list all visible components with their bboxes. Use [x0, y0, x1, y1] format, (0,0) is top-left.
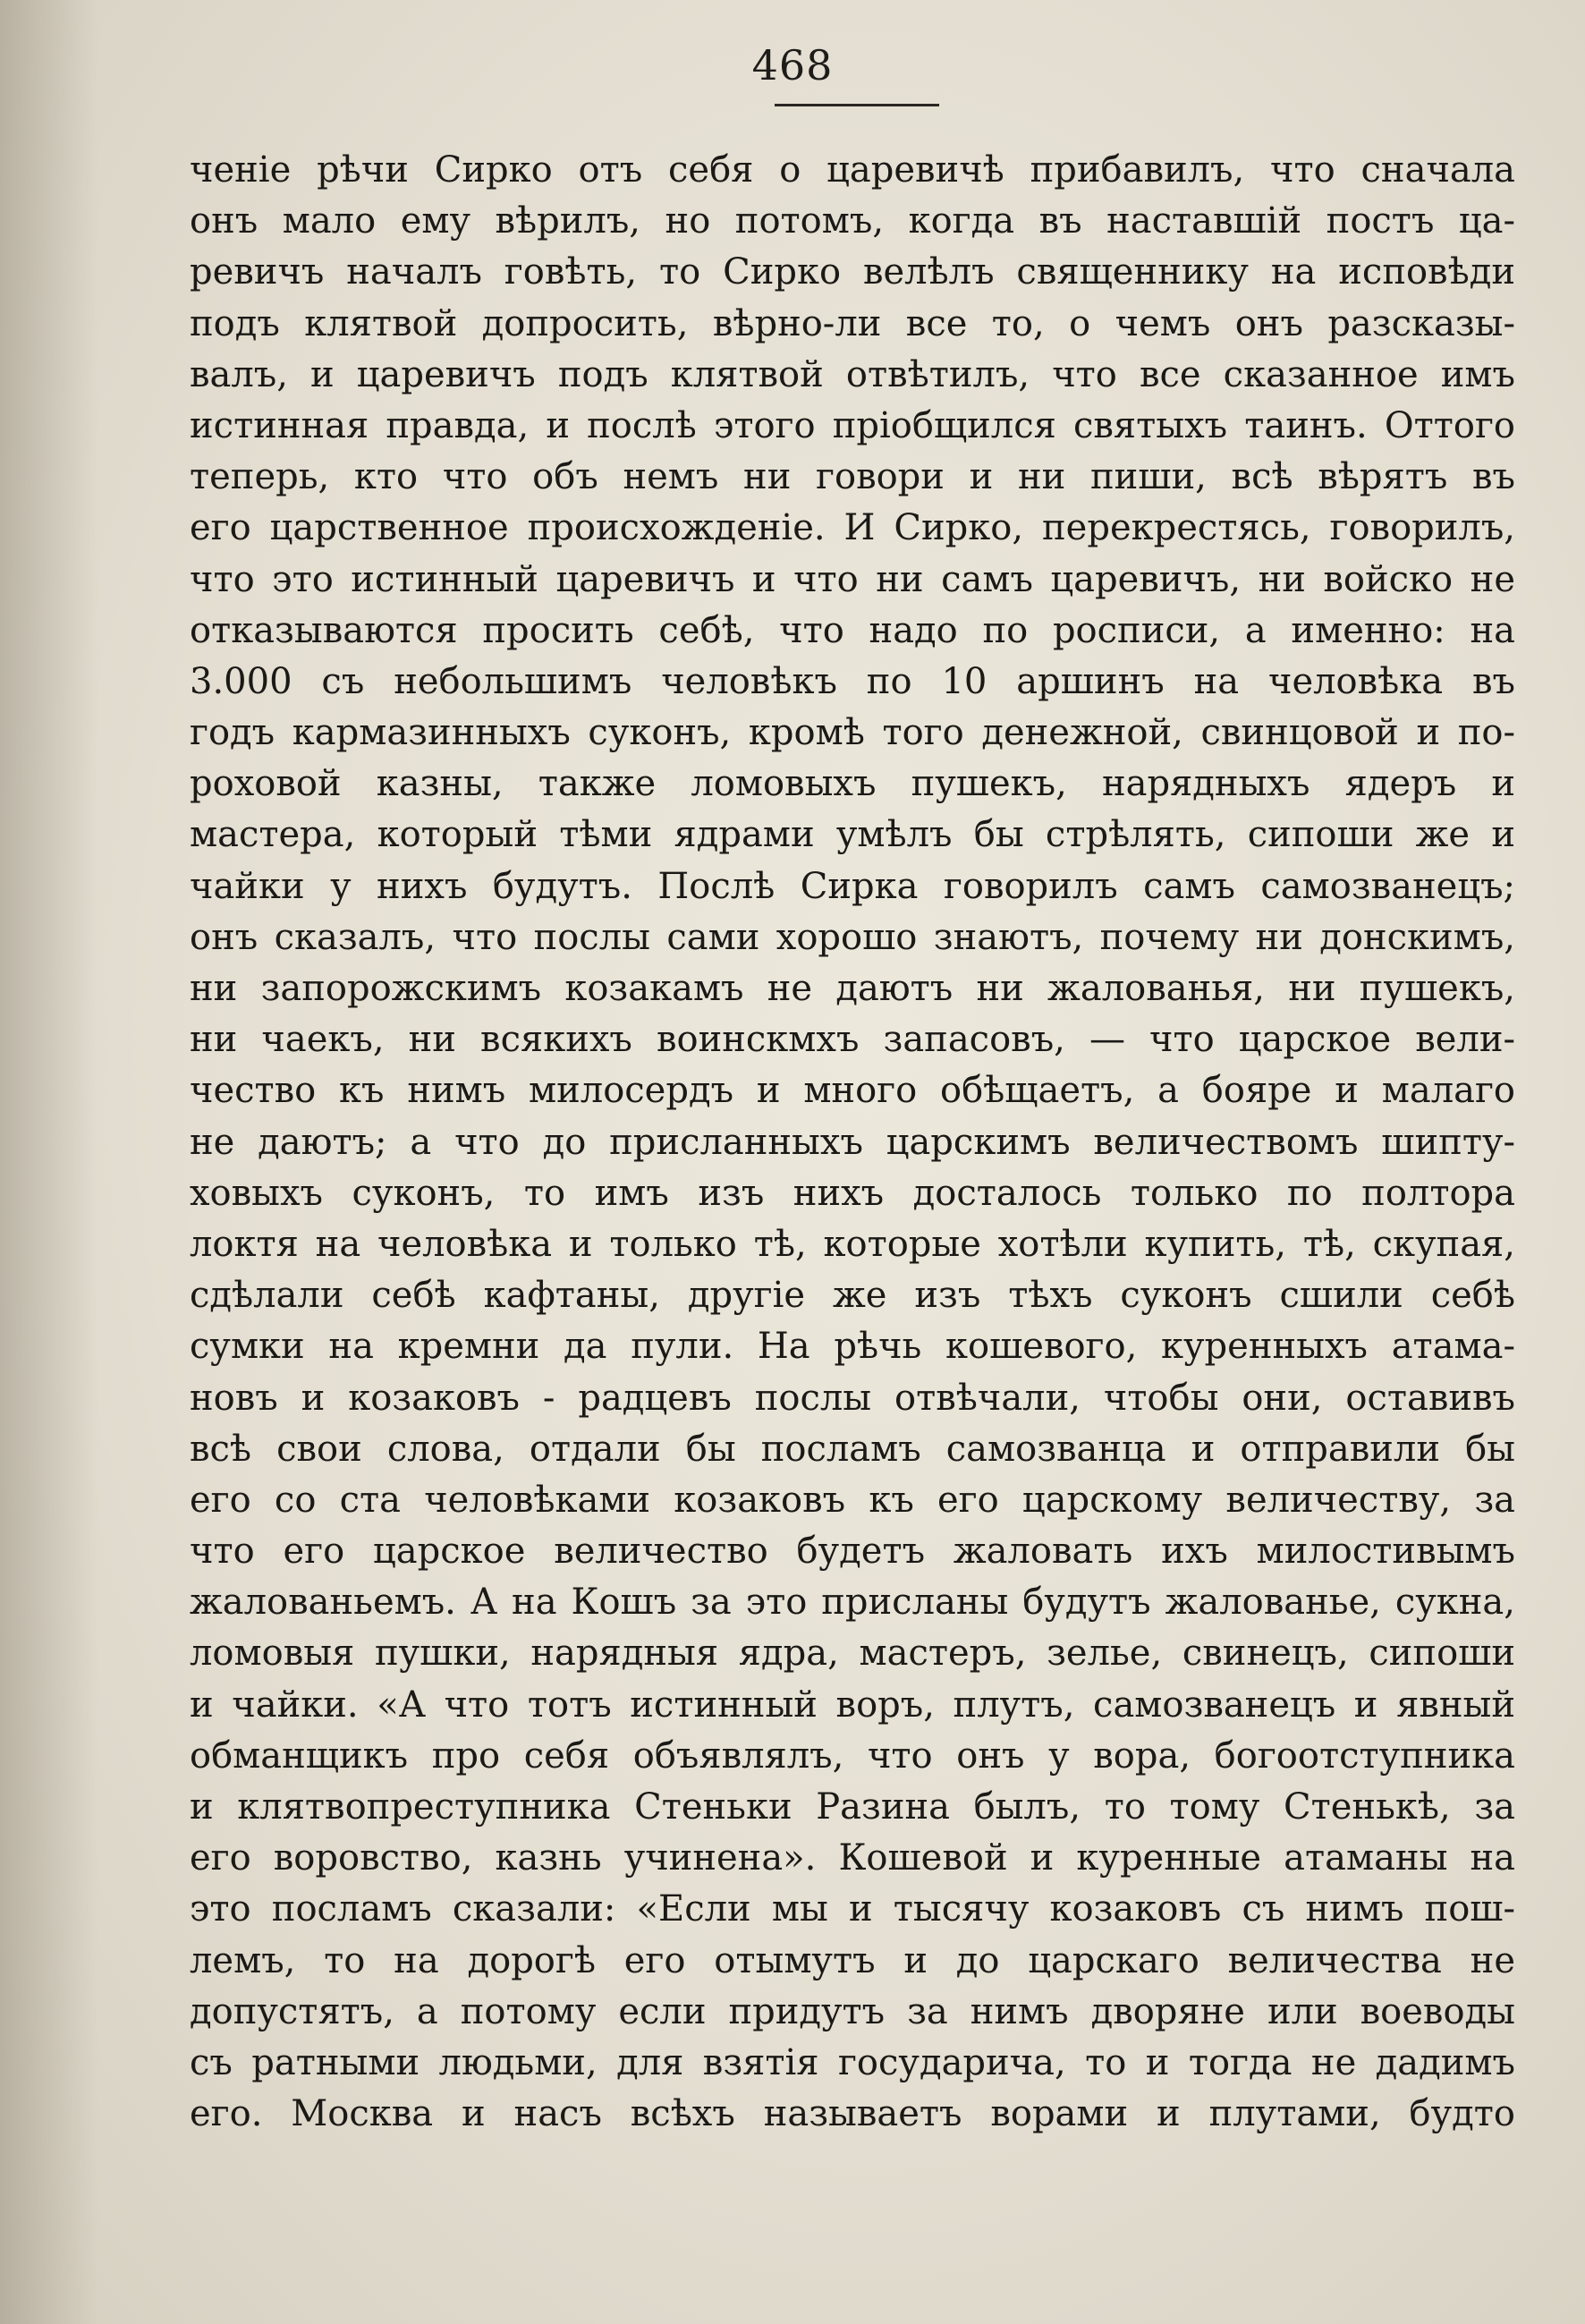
text-line: и клятвопреступника Стеньки Разина былъ, то тому Стенькѣ, за: [190, 1786, 1515, 1828]
text-line: допустятъ, а потому если придутъ за нимъ дворяне или воеводы: [190, 1990, 1515, 2032]
text-line: валъ, и царевичъ подъ клятвой отвѣтилъ, что все сказанное имъ: [190, 353, 1515, 395]
text-line: его царственное происхожденіе. И Сирко, перекрестясь, говорилъ,: [190, 507, 1515, 549]
page-number-rule: [775, 104, 939, 106]
text-line: ломовыя пушки, нарядныя ядра, мастеръ, зелье, свинецъ, сипоши: [190, 1633, 1515, 1675]
text-line: лемъ, то на дорогѣ его отымутъ и до царскаго величества не: [190, 1939, 1515, 1981]
text-line: ховыхъ суконъ, то имъ изъ нихъ досталось только по полтора: [190, 1172, 1515, 1214]
text-line: ни чаекъ, ни всякихъ воинскмхъ запасовъ, — что царское вели-: [190, 1019, 1515, 1061]
text-line: сумки на кремни да пули. На рѣчь кошевого, куренныхъ атама-: [190, 1326, 1515, 1368]
text-line: онъ мало ему вѣрилъ, но потомъ, когда въ наставшій постъ ца-: [190, 200, 1515, 242]
text-line: новъ и козаковъ - радцевъ послы отвѣчали, чтобы они, оставивъ: [190, 1377, 1515, 1419]
text-line: локтя на человѣка и только тѣ, которые хотѣли купить, тѣ, скупая,: [190, 1223, 1515, 1265]
text-line: что его царское величество будетъ жаловать ихъ милостивымъ: [190, 1531, 1515, 1573]
text-line: годъ кармазинныхъ суконъ, кромѣ того денежной, свинцовой и по-: [190, 712, 1515, 754]
text-line: обманщикъ про себя объявлялъ, что онъ у вора, богоотступника: [190, 1735, 1515, 1777]
text-line: подъ клятвой допросить, вѣрно-ли все то, о чемъ онъ разсказы-: [190, 302, 1515, 344]
text-line: и чайки. «А что тотъ истинный воръ, плутъ, самозванецъ и явный: [190, 1684, 1515, 1726]
text-line: это посламъ сказали: «Если мы и тысячу козаковъ съ нимъ пош-: [190, 1888, 1515, 1930]
page-shadow: [0, 0, 98, 2324]
text-line: всѣ свои слова, отдали бы посламъ самозванца и отправили бы: [190, 1428, 1515, 1470]
text-line: что это истинный царевичъ и что ни самъ царевичъ, ни войско не: [190, 558, 1515, 600]
text-line: теперь, кто что объ немъ ни говори и ни пиши, всѣ вѣрятъ въ: [190, 456, 1515, 498]
text-line: мастера, который тѣми ядрами умѣлъ бы стрѣлять, сипоши же и: [190, 814, 1515, 856]
text-line: 3.000 съ небольшимъ человѣкъ по 10 аршинъ на человѣка въ: [190, 660, 1515, 702]
text-line: ни запорожскимъ козакамъ не даютъ ни жалованья, ни пушекъ,: [190, 968, 1515, 1009]
text-line: его воровство, казнь учинена». Кошевой и куренные атаманы на: [190, 1837, 1515, 1879]
text-line: чество къ нимъ милосердъ и много обѣщаетъ, а бояре и малаго: [190, 1070, 1515, 1112]
text-line: его. Москва и насъ всѣхъ называетъ ворами и плутами, будто: [190, 2093, 1515, 2135]
text-line: ревичъ началъ говѣть, то Сирко велѣлъ священнику на исповѣди: [190, 251, 1515, 293]
text-line: жалованьемъ. А на Кошъ за это присланы будутъ жалованье, сукна,: [190, 1582, 1515, 1624]
text-line: съ ратными людьми, для взятія государича, то и тогда не дадимъ: [190, 2041, 1515, 2083]
text-line: ченіе рѣчи Сирко отъ себя о царевичѣ прибавилъ, что сначала: [190, 149, 1515, 191]
text-line: его со ста человѣками козаковъ къ его царскому величеству, за: [190, 1479, 1515, 1521]
text-line: не даютъ; а что до присланныхъ царскимъ величествомъ шипту-: [190, 1121, 1515, 1163]
page-number: 468: [751, 41, 834, 89]
text-line: истинная правда, и послѣ этого пріобщился святыхъ таинъ. Оттого: [190, 404, 1515, 446]
text-line: отказываются просить себѣ, что надо по росписи, а именно: на: [190, 609, 1515, 651]
text-line: роховой казны, также ломовыхъ пушекъ, нарядныхъ ядеръ и: [190, 763, 1515, 805]
text-line: онъ сказалъ, что послы сами хорошо знаютъ, почему ни донскимъ,: [190, 916, 1515, 958]
text-line: сдѣлали себѣ кафтаны, другіе же изъ тѣхъ суконъ сшили себѣ: [190, 1275, 1515, 1317]
text-line: чайки у нихъ будутъ. Послѣ Сирка говорилъ самъ самозванецъ;: [190, 865, 1515, 907]
text-body: [190, 145, 1515, 2140]
